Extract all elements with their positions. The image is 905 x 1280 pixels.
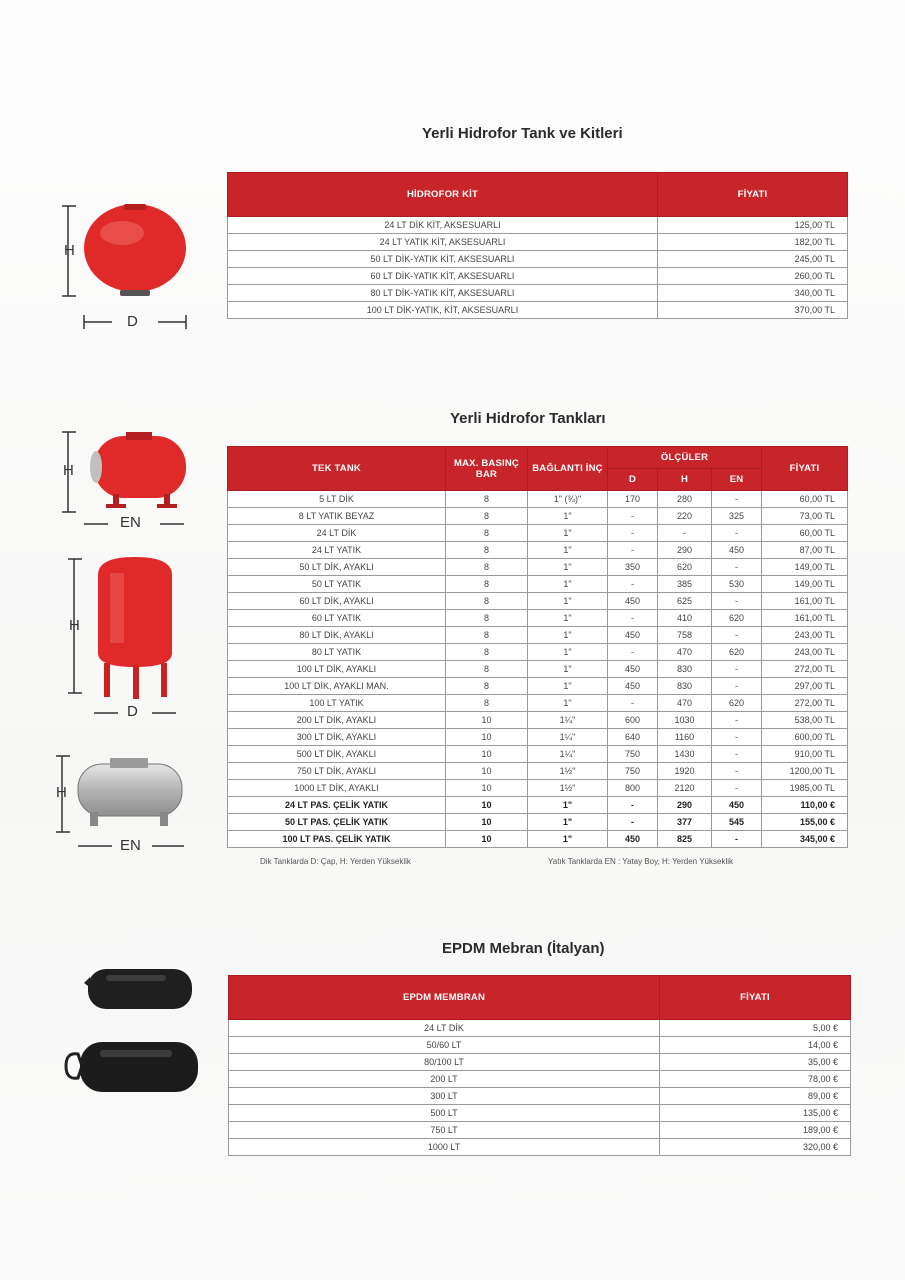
tank-table-row [228,576,848,593]
membrane-small-image [70,963,200,1015]
h-cell: 1920 [658,763,712,780]
price-cell: 272,00 TL [762,661,848,678]
product-cell: 60 LT DİK-YATIK KİT, AKSESUARLI [228,268,658,285]
product-cell: 300 LT [229,1088,660,1105]
en-cell: 450 [712,542,762,559]
price-cell: 155,00 € [762,814,848,831]
pressure-cell: 8 [446,491,528,508]
tank2-d-label: D [127,703,138,720]
vertical-tank-image [58,553,193,723]
price-cell: 320,00 € [660,1139,851,1156]
pressure-cell: 8 [446,610,528,627]
pressure-cell: 10 [446,746,528,763]
tank-table-row [228,610,848,627]
en-cell: 620 [712,644,762,661]
price-cell: 538,00 TL [762,712,848,729]
en-cell: - [712,593,762,610]
price-cell: 345,00 € [762,831,848,848]
price-cell: 78,00 € [660,1071,851,1088]
h-cell: 290 [658,797,712,814]
h-cell: 830 [658,661,712,678]
kit-table-row [228,234,848,251]
en-cell: 450 [712,797,762,814]
price-cell: 272,00 TL [762,695,848,712]
connection-cell: 1¼" [528,729,608,746]
price-cell: 340,00 TL [658,285,848,302]
connection-cell: 1" [528,559,608,576]
name-cell: 24 LT PAS. ÇELİK YATIK [228,797,446,814]
pressure-cell: 8 [446,508,528,525]
price-cell: 243,00 TL [762,644,848,661]
tank1-en-label: EN [120,514,141,531]
product-cell: 750 LT [229,1122,660,1139]
connection-cell: 1" [528,661,608,678]
membrane-header-price: FİYATI [660,976,851,1020]
membrane-table-row [229,1088,851,1105]
membrane-header-product: EPDM MEMBRAN [229,976,660,1020]
product-cell: 24 LT DİK [229,1020,660,1037]
tank-header-d: D [608,469,658,491]
d-cell: 450 [608,593,658,610]
name-cell: 100 LT PAS. ÇELİK YATIK [228,831,446,848]
connection-cell: 1" [528,525,608,542]
h-cell: 1030 [658,712,712,729]
tank-header-name: TEK TANK [228,447,446,491]
name-cell: 60 LT YATIK [228,610,446,627]
product-cell: 500 LT [229,1105,660,1122]
pressure-cell: 8 [446,576,528,593]
d-cell: - [608,610,658,627]
pressure-cell: 10 [446,763,528,780]
tank-table-row [228,763,848,780]
tank-header-price: FİYATI [762,447,848,491]
tank-header-connection: BAĞLANTI İNÇ [528,447,608,491]
en-cell: - [712,559,762,576]
price-cell: 149,00 TL [762,576,848,593]
connection-cell: 1" [528,542,608,559]
name-cell: 500 LT DİK, AYAKLI [228,746,446,763]
price-cell: 73,00 TL [762,508,848,525]
en-cell: 325 [712,508,762,525]
name-cell: 50 LT PAS. ÇELİK YATIK [228,814,446,831]
en-cell: - [712,525,762,542]
h-cell: 830 [658,678,712,695]
pressure-cell: 10 [446,814,528,831]
tank-header-en: EN [712,469,762,491]
en-cell: - [712,678,762,695]
tank-table-row [228,797,848,814]
kit-section-title: Yerli Hidrofor Tank ve Kitleri [422,125,623,142]
h-cell: 377 [658,814,712,831]
price-cell: 60,00 TL [762,491,848,508]
price-cell: 14,00 € [660,1037,851,1054]
tank-table-row [228,644,848,661]
kit-table-row [228,302,848,319]
en-cell: - [712,763,762,780]
name-cell: 50 LT YATIK [228,576,446,593]
tank-table-row [228,661,848,678]
kit-table-row [228,268,848,285]
price-cell: 297,00 TL [762,678,848,695]
tank-table-row [228,525,848,542]
h-cell: 470 [658,644,712,661]
price-cell: 910,00 TL [762,746,848,763]
tank-table-row [228,695,848,712]
price-cell: 1985,00 TL [762,780,848,797]
product-cell: 24 LT YATIK KİT, AKSESUARLI [228,234,658,251]
d-cell: - [608,797,658,814]
membrane-price-table [228,975,851,1156]
pressure-cell: 10 [446,712,528,729]
h-cell: 280 [658,491,712,508]
tank2-h-label: H [69,617,80,634]
en-cell: 620 [712,695,762,712]
connection-cell: 1¼" [528,712,608,729]
pressure-cell: 8 [446,678,528,695]
h-cell: 758 [658,627,712,644]
h-cell: - [658,525,712,542]
membrane-table-row [229,1139,851,1156]
price-cell: 1200,00 TL [762,763,848,780]
kit-table-row [228,217,848,234]
tank-table-row [228,780,848,797]
d-cell: 450 [608,831,658,848]
product-cell: 50/60 LT [229,1037,660,1054]
price-cell: 89,00 € [660,1088,851,1105]
tank3-h-label: H [56,784,67,801]
product-cell: 80/100 LT [229,1054,660,1071]
kit-header-price: FİYATI [658,173,848,217]
tank-footnote-right: Yatık Tanklarda EN : Yatay Boy, H: Yerden Yükseklik [548,857,733,866]
membrane-table-row [229,1037,851,1054]
membrane-table-row [229,1054,851,1071]
kit-h-label: H [64,242,75,259]
product-cell: 1000 LT [229,1139,660,1156]
en-cell: - [712,627,762,644]
price-cell: 161,00 TL [762,610,848,627]
price-cell: 110,00 € [762,797,848,814]
connection-cell: 1" [528,678,608,695]
h-cell: 220 [658,508,712,525]
d-cell: 600 [608,712,658,729]
d-cell: 800 [608,780,658,797]
d-cell: - [608,644,658,661]
price-cell: 35,00 € [660,1054,851,1071]
price-cell: 161,00 TL [762,593,848,610]
price-cell: 5,00 € [660,1020,851,1037]
d-cell: - [608,542,658,559]
name-cell: 100 LT DİK, AYAKLI [228,661,446,678]
price-cell: 370,00 TL [658,302,848,319]
h-cell: 410 [658,610,712,627]
price-cell: 600,00 TL [762,729,848,746]
product-cell: 80 LT DİK-YATIK KİT, AKSESUARLI [228,285,658,302]
h-cell: 1430 [658,746,712,763]
tank-table-row [228,593,848,610]
tank-price-table [227,446,848,848]
product-cell: 24 LT DİK KİT, AKSESUARLI [228,217,658,234]
d-cell: 450 [608,661,658,678]
kit-d-label: D [127,313,138,330]
pressure-cell: 8 [446,559,528,576]
name-cell: 24 LT YATIK [228,542,446,559]
pressure-cell: 8 [446,627,528,644]
h-cell: 470 [658,695,712,712]
membrane-table-row [229,1105,851,1122]
en-cell: - [712,661,762,678]
tank-table-row [228,627,848,644]
tank-header-h: H [658,469,712,491]
kit-header-product: HİDROFOR KİT [228,173,658,217]
pressure-cell: 10 [446,831,528,848]
tank3-en-label: EN [120,837,141,854]
membrane-table-row [229,1020,851,1037]
name-cell: 80 LT YATIK [228,644,446,661]
tank-table-row [228,542,848,559]
name-cell: 50 LT DİK, AYAKLI [228,559,446,576]
en-cell: - [712,491,762,508]
tank-table-row [228,729,848,746]
connection-cell: 1" [528,508,608,525]
price-cell: 260,00 TL [658,268,848,285]
en-cell: 620 [712,610,762,627]
pressure-cell: 10 [446,797,528,814]
h-cell: 385 [658,576,712,593]
connection-cell: 1" [528,695,608,712]
d-cell: 750 [608,763,658,780]
name-cell: 1000 LT DİK, AYAKLI [228,780,446,797]
connection-cell: 1" [528,814,608,831]
connection-cell: 1½" [528,780,608,797]
kit-table-row [228,285,848,302]
name-cell: 8 LT YATIK BEYAZ [228,508,446,525]
price-cell: 245,00 TL [658,251,848,268]
kit-price-table [227,172,848,319]
name-cell: 80 LT DİK, AYAKLI [228,627,446,644]
tank-header-dimensions: ÖLÇÜLER [608,447,762,469]
en-cell: - [712,712,762,729]
price-cell: 182,00 TL [658,234,848,251]
connection-cell: 1" [528,576,608,593]
connection-cell: 1" [528,627,608,644]
name-cell: 750 LT DİK, AYAKLI [228,763,446,780]
tank-table-row [228,508,848,525]
en-cell: - [712,729,762,746]
connection-cell: 1" [528,593,608,610]
membrane-large-image [60,1036,205,1098]
connection-cell: 1" [528,831,608,848]
tank-header-pressure: MAX. BASINÇ BAR [446,447,528,491]
membrane-table-row [229,1071,851,1088]
en-cell: - [712,780,762,797]
product-cell: 100 LT DİK-YATIK, KİT, AKSESUARLI [228,302,658,319]
product-cell: 200 LT [229,1071,660,1088]
name-cell: 300 LT DİK, AYAKLI [228,729,446,746]
price-cell: 189,00 € [660,1122,851,1139]
price-cell: 149,00 TL [762,559,848,576]
tank-table-row [228,559,848,576]
d-cell: - [608,814,658,831]
d-cell: 750 [608,746,658,763]
pressure-cell: 8 [446,661,528,678]
name-cell: 24 LT DİK [228,525,446,542]
en-cell: 530 [712,576,762,593]
tank1-h-label: H [63,462,74,479]
en-cell: 545 [712,814,762,831]
h-cell: 825 [658,831,712,848]
name-cell: 5 LT DİK [228,491,446,508]
product-cell: 50 LT DİK-YATIK KİT, AKSESUARLI [228,251,658,268]
h-cell: 625 [658,593,712,610]
d-cell: 450 [608,627,658,644]
d-cell: 640 [608,729,658,746]
d-cell: - [608,508,658,525]
name-cell: 100 LT DİK, AYAKLI MAN. [228,678,446,695]
price-cell: 60,00 TL [762,525,848,542]
tank-footnote-left: Dik Tanklarda D: Çap, H: Yerden Yükseklik [260,857,411,866]
connection-cell: 1" [528,797,608,814]
horizontal-tank-image [58,428,193,528]
price-cell: 125,00 TL [658,217,848,234]
name-cell: 100 LT YATIK [228,695,446,712]
pressure-cell: 8 [446,593,528,610]
pressure-cell: 10 [446,729,528,746]
d-cell: - [608,695,658,712]
price-cell: 87,00 TL [762,542,848,559]
tank-table-row [228,678,848,695]
membrane-section-title: EPDM Mebran (İtalyan) [442,940,605,957]
tank-table-row [228,491,848,508]
name-cell: 60 LT DİK, AYAKLI [228,593,446,610]
connection-cell: 1" (¾)" [528,491,608,508]
h-cell: 1160 [658,729,712,746]
kit-table-row [228,251,848,268]
h-cell: 2120 [658,780,712,797]
tank-table-row [228,712,848,729]
price-cell: 243,00 TL [762,627,848,644]
d-cell: - [608,525,658,542]
pressure-cell: 8 [446,695,528,712]
tanks-section-title: Yerli Hidrofor Tankları [450,410,606,427]
name-cell: 200 LT DİK, AYAKLI [228,712,446,729]
connection-cell: 1" [528,610,608,627]
d-cell: 170 [608,491,658,508]
pressure-cell: 8 [446,542,528,559]
pressure-cell: 10 [446,780,528,797]
en-cell: - [712,831,762,848]
d-cell: - [608,576,658,593]
pressure-cell: 8 [446,525,528,542]
membrane-table-row [229,1122,851,1139]
d-cell: 350 [608,559,658,576]
h-cell: 620 [658,559,712,576]
price-cell: 135,00 € [660,1105,851,1122]
d-cell: 450 [608,678,658,695]
tank-table-row [228,746,848,763]
connection-cell: 1" [528,644,608,661]
pressure-cell: 8 [446,644,528,661]
tank-table-row [228,831,848,848]
tank-table-row [228,814,848,831]
en-cell: - [712,746,762,763]
connection-cell: 1¼" [528,746,608,763]
h-cell: 290 [658,542,712,559]
connection-cell: 1½" [528,763,608,780]
